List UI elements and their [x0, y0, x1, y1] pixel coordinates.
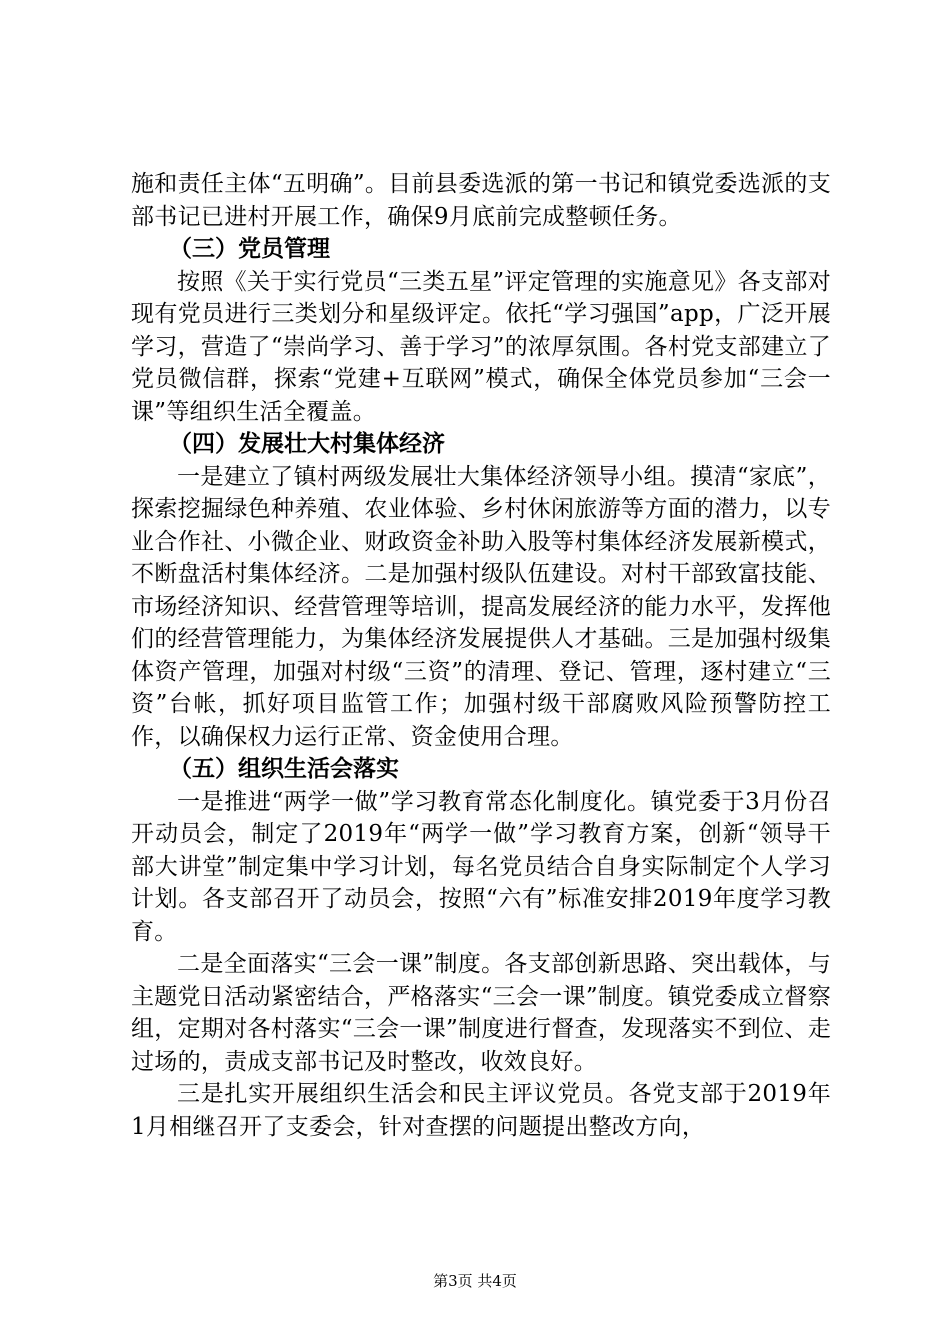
paragraph-democratic-review: 三是扎实开展组织生活会和民主评议党员。各党支部于2019年1月相继召开了支委会，针对查摆的问题提出整改方向，: [131, 1081, 831, 1140]
section-heading-organization-life: （五）组织生活会落实: [169, 756, 399, 782]
paragraph-collective-economy: 一是建立了镇村两级发展壮大集体经济领导小组。摸清“家底”，探索挖掘绿色种养殖、农业体验、乡村休闲旅游等方面的潜力，以专业合作社、小微企业、财政资金补助入股等村集体经济发展新模式，不断盘活村集体经济。二是加强村级队伍建设。对村干部致富技能、市场经济知识、经营管理等培训，提高发展经济的能力水平，发挥他们的经营管理能力，为集体经济发展提供人才基础。三是加强村级集体资产管理，加强对村级“三资”的清理、登记、管理，逐村建立“三资”台帐，抓好项目监管工作；加强村级干部腐败风险预警防控工作，以确保权力运行正常、资金使用合理。: [131, 463, 831, 750]
document-body: [131, 168, 831, 1143]
paragraph-continuation: 施和责任主体“五明确”。目前县委选派的第一书记和镇党委选派的支部书记已进村开展工作，确保9月底前完成整顿任务。: [131, 171, 831, 230]
page-number-footer: 第3页 共4页: [433, 1272, 517, 1290]
paragraph-party-member-management: 按照《关于实行党员“三类五星”评定管理的实施意见》各支部对现有党员进行三类划分和星级评定。依托“学习强国”app，广泛开展学习，营造了“崇尚学习、善于学习”的浓厚氛围。各村党支部建立了党员微信群，探索“党建+互联网”模式，确保全体党员参加“三会一课”等组织生活全覆盖。: [131, 268, 831, 425]
section-heading-party-member-management: （三）党员管理: [169, 236, 330, 262]
paragraph-two-studies-one-action: 一是推进“两学一做”学习教育常态化制度化。镇党委于3月份召开动员会，制定了2019年“两学一做”学习教育方案，创新“领导干部大讲堂”制定集中学习计划，每名党员结合自身实际制定个人学习计划。各支部召开了动员会，按照“六有”标准安排2019年度学习教育。: [131, 788, 831, 945]
paragraph-three-meetings-one-lesson: 二是全面落实“三会一课”制度。各支部创新思路、突出载体，与主题党日活动紧密结合，严格落实“三会一课”制度。镇党委成立督察组，定期对各村落实“三会一课”制度进行督查，发现落实不到位、走过场的，责成支部书记及时整改，收效良好。: [131, 951, 831, 1075]
section-heading-collective-economy: （四）发展壮大村集体经济: [169, 431, 445, 457]
